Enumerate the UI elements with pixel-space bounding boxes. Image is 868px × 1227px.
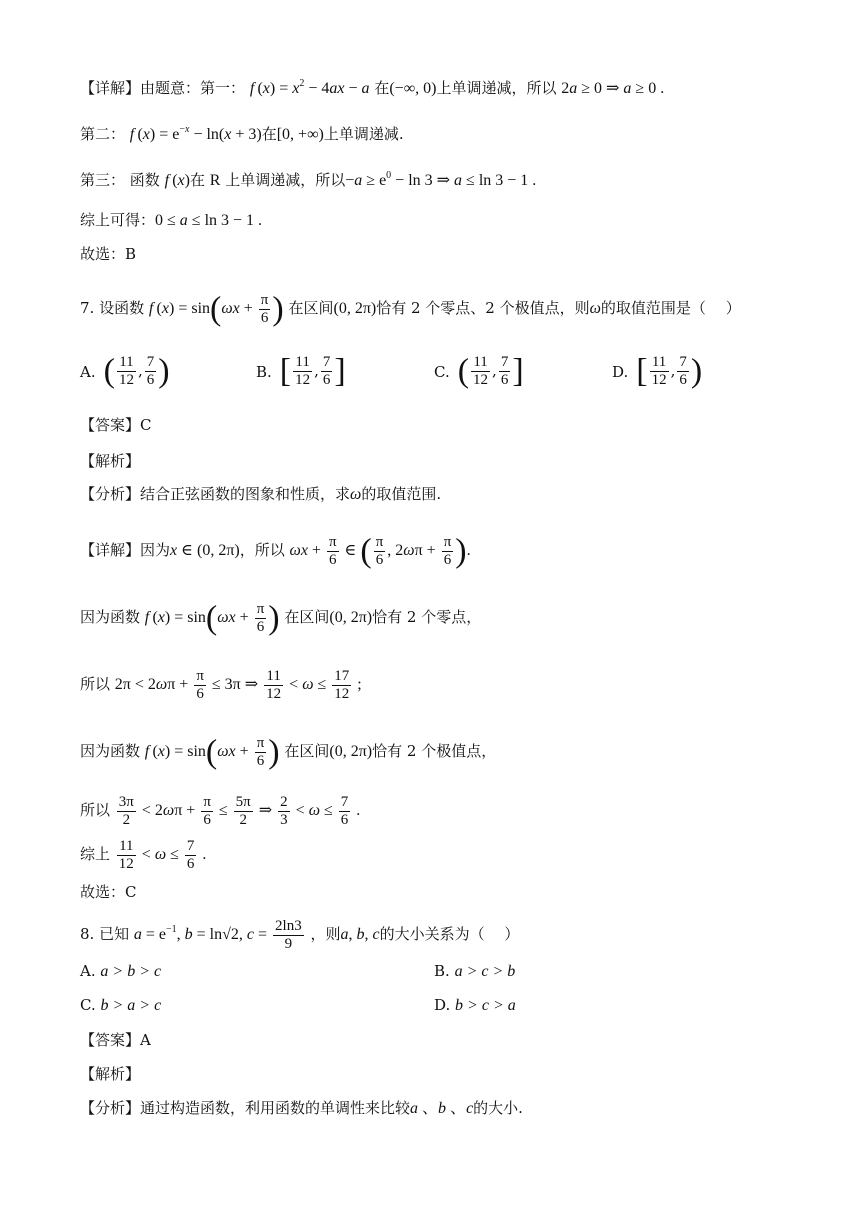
q8-analyze: 【分析】通过构造函数，利用函数的单调性来比较a 、b 、c的大小.	[80, 1099, 523, 1117]
q7-stem: 7. 设函数 f (x) = sin(ωx + $\frac{\pi}{6}$ ) 在区间(0, 2π)恰有 2 个零点、2 个极值点，则ω的取值范围是（ ）	[80, 290, 741, 328]
math: $-a \ge e^0 - \ln 3$ ⇒ a ≤ ln 3 − 1 .	[345, 170, 537, 189]
option-a[interactable]: A. ( $\frac{11}{12}$ , $\frac{7}{6}$ )	[80, 352, 170, 390]
math: (−∞, 0)	[389, 80, 437, 97]
math: f (x) = sin(ωx + $\frac{\pi}{6}$ )	[144, 599, 280, 637]
option-a[interactable]: A. a > b > c	[80, 962, 162, 980]
detail-label: 【详解】	[80, 79, 141, 97]
q7-detail-extrema: 因为函数 f (x) = sin(ωx + $\frac{\pi}{6}$ ) 在区间(0, 2π)恰有 2 个极值点，	[80, 733, 497, 771]
q7-detail-zeros: 因为函数 f (x) = sin(ωx + $\frac{\pi}{6}$ ) 在区间(0, 2π)恰有 2 个零点，	[80, 599, 482, 637]
q7-analysis-heading: 【解析】	[80, 452, 141, 470]
q7-detail-extrema-result: 所以 $\frac{3\pi}{2}$ < 2ωπ + $\frac{\pi}{6}$ ≤ $\frac{5\pi}{2}$ ⇒ $\frac{2}{3}$ < ω ≤ $\frac{7}{6}$ .	[80, 794, 361, 828]
q6-detail-line-1: 【详解】由题意：第一： f $(x) = x^2 - 4ax - a$ 在(−∞, 0)上单调递减，所以 2a ≥ 0 ⇒ a ≥ 0 .	[80, 78, 665, 97]
math: (0, 2π)	[333, 300, 377, 318]
option-b[interactable]: B. a > c > b	[434, 962, 516, 980]
q8-answer: 【答案】A	[80, 1031, 151, 1049]
math: a, b, c	[340, 926, 380, 944]
q6-summary: 综上可得：0 ≤ a ≤ ln 3 − 1 .	[80, 211, 263, 229]
option-b[interactable]: B. [ $\frac{11}{12}$ , $\frac{7}{6}$ ]	[256, 352, 346, 390]
math: 0 ≤ a ≤ ln 3 − 1 .	[155, 212, 263, 229]
math: $\frac{3\pi}{2}$ < 2ωπ + $\frac{\pi}{6}$ ≤ $\frac{5\pi}{2}$ ⇒ $\frac{2}{3}$ < ω ≤ $\frac{7}{6}$ .	[118, 794, 361, 828]
q7-analyze: 【分析】结合正弦函数的图象和性质，求ω的取值范围.	[80, 485, 442, 503]
q6-choice: 故选：B	[80, 245, 137, 263]
math: $\frac{11}{12}$ < ω ≤ $\frac{7}{6}$ .	[118, 838, 207, 872]
math: x ∈ (0, 2π)	[170, 542, 240, 560]
math: a 、b 、c	[410, 1100, 474, 1117]
option-c[interactable]: C. b > a > c	[80, 996, 162, 1014]
math: f $(x) = x^2 - 4ax - a$	[249, 78, 370, 97]
q7-choice: 故选：C	[80, 883, 137, 901]
question-number: 7.	[80, 299, 95, 318]
math: ω	[589, 300, 601, 318]
math: f (x) = sin(ωx + $\frac{\pi}{6}$ )	[144, 733, 280, 771]
math: f (x) = sin(ωx + $\frac{\pi}{6}$ )	[148, 290, 284, 328]
q7-detail-zeros-result: 所以 2π < 2ωπ + $\frac{\pi}{6}$ ≤ 3π ⇒ $\frac{11}{12}$ < ω ≤ $\frac{17}{12}$ ;	[80, 668, 362, 702]
math: $a = e^{-1}$, b = ln√2, c = $\frac{2\ln 3}{9}$	[133, 918, 302, 952]
q6-detail-line-3: 第三： 函数 f (x)在 R 上单调递减，所以$-a \ge e^0 - \ln 3$ ⇒ a ≤ ln 3 − 1 .	[80, 170, 537, 189]
q7-detail-1: 【详解】因为x ∈ (0, 2π)，所以 ωx + $\frac{\pi}{6}$ ∈ ( $\frac{\pi}{6}$ , 2ωπ + $\frac{\pi}{6}$ ).	[80, 532, 471, 570]
option-d[interactable]: D. [ $\frac{11}{12}$ , $\frac{7}{6}$ )	[612, 352, 703, 390]
math: 2π < 2ωπ + $\frac{\pi}{6}$ ≤ 3π ⇒ $\frac{11}{12}$ < ω ≤ $\frac{17}{12}$ ;	[114, 668, 362, 702]
q8-stem: 8. 已知 $a = e^{-1}$, b = ln√2, c = $\frac{2\ln 3}{9}$ ，则a, b, c的大小关系为（ ）	[80, 918, 520, 952]
option-d[interactable]: D. b > c > a	[434, 996, 516, 1014]
math: [0, +∞)	[276, 126, 324, 143]
option-c[interactable]: C. ( $\frac{11}{12}$ , $\frac{7}{6}$ ]	[434, 352, 524, 390]
math: ωx + $\frac{\pi}{6}$ ∈ ( $\frac{\pi}{6}$ , 2ωπ + $\frac{\pi}{6}$ ).	[289, 532, 471, 570]
math: f (x)	[164, 172, 190, 189]
q8-analysis-heading: 【解析】	[80, 1065, 141, 1083]
q6-detail-line-2: 第二： f $(x) = e^{-x} - \ln(x + 3)$在[0, +∞)上单调递减.	[80, 124, 404, 143]
q7-summary: 综上 $\frac{11}{12}$ < ω ≤ $\frac{7}{6}$ .	[80, 838, 207, 872]
q7-answer: 【答案】C	[80, 416, 152, 434]
math: ω	[350, 486, 362, 503]
math: f $(x) = e^{-x} - \ln(x + 3)$	[129, 124, 262, 143]
math: (0, 2π)	[329, 609, 373, 627]
math: (0, 2π)	[329, 743, 373, 761]
math: 2a ≥ 0 ⇒ a ≥ 0 .	[561, 80, 665, 97]
question-number: 8.	[80, 925, 95, 944]
